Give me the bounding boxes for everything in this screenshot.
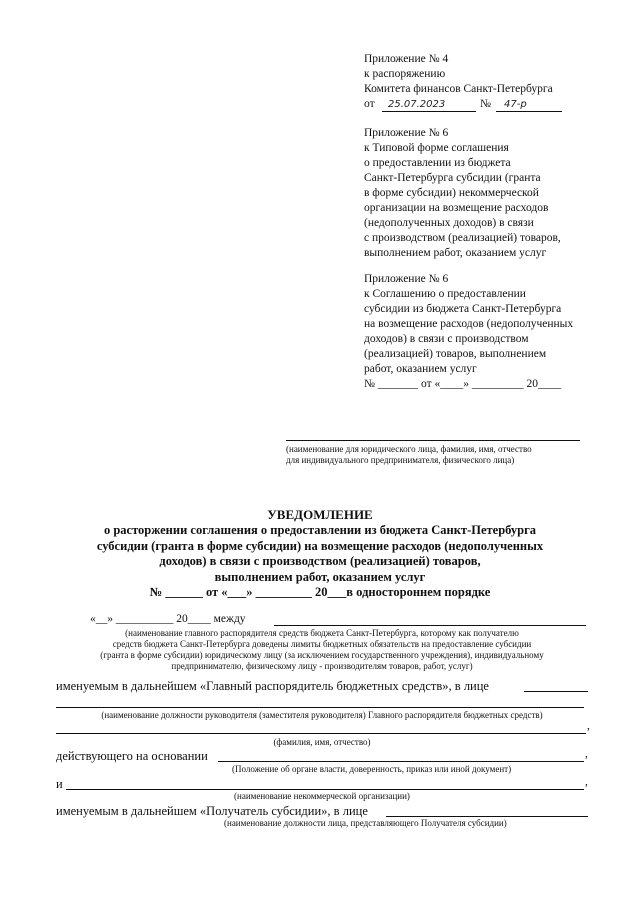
position-caption: (наименование должности руководителя (заместителя руководителя) Главного распорядителя бюджетных средств) — [101, 710, 543, 720]
and-word: и — [56, 777, 63, 791]
agreement-line: на возмещение расходов (недополученных — [364, 318, 574, 330]
date-between: «__» __________ 20____ между — [90, 613, 246, 625]
named-gov: именуемым в дальнейшем «Главный распорядитель бюджетных средств», в лице — [56, 679, 489, 693]
agreement-line: (реализацией) товаров, выполнением — [364, 348, 547, 360]
org-comma: , — [585, 776, 588, 788]
gov-caption-line: средств бюджета Санкт-Петербурга доведены лимиты бюджетных обязательств на предоставление субсидии — [112, 639, 532, 649]
recipient-caption-line1: (наименование для юридического лица, фамилия, имя, отчество — [286, 444, 532, 454]
basis-caption: (Положение об органе власти, доверенность, приказ или иной документ) — [232, 764, 512, 774]
org-line — [66, 789, 584, 790]
appendix4-block — [364, 52, 553, 113]
org-caption: (наименование некоммерческой организации) — [234, 791, 410, 801]
form-line: о предоставлении из бюджета — [364, 157, 511, 169]
handwritten-date: 25.07.2023 — [388, 99, 446, 110]
notice-line: доходов) в связи с производством (реализацией) товаров, — [159, 554, 481, 568]
gov-name-line — [274, 625, 586, 626]
handwritten-number: 47-р — [504, 99, 527, 110]
form-line: Санкт-Петербурга субсидии (гранта — [364, 172, 541, 184]
agreement-line: Приложение № 6 — [364, 273, 449, 285]
recipient-rep-line — [386, 816, 588, 817]
date-prefix: от — [364, 98, 375, 110]
recipient-position-caption: (наименование должности лица, представляющего Получателя субсидии) — [224, 818, 507, 828]
agreement-line: доходов) в связи с производством — [364, 333, 529, 345]
appendix4-line2: к распоряжению — [364, 68, 446, 80]
form-line: (недополученных доходов) в связи — [364, 217, 534, 229]
form-line: с производством (реализацией) товаров, — [364, 232, 561, 244]
form-line: организации на возмещение расходов — [364, 202, 549, 214]
basis-line — [218, 761, 584, 762]
form-line: к Типовой форме соглашения — [364, 142, 509, 154]
agreement-line: к Соглашению о предоставлении — [364, 288, 526, 300]
gov-caption-line: предпринимателю, физическому лицу - производителям товаров, работ, услуг) — [171, 661, 473, 671]
agreement-line: № _______ от «____» _________ 20____ — [364, 378, 561, 390]
notice-line: № ______ от «___» _________ 20___в одностороннем порядке — [149, 585, 491, 599]
fio-caption: (фамилия, имя, отчество) — [273, 737, 371, 747]
agreement-line: работ, оказанием услуг — [364, 363, 477, 375]
appendix4-date-row — [364, 97, 553, 113]
notice-title: УВЕДОМЛЕНИЕ — [267, 507, 373, 522]
gov-rep-line — [524, 691, 588, 692]
notice-line: выполнением работ, оказанием услуг — [214, 569, 426, 584]
acting-on: действующего на основании — [56, 749, 208, 763]
agreement-line: субсидии из бюджета Санкт-Петербурга — [364, 303, 562, 315]
position-line — [56, 707, 584, 708]
recipient-caption — [286, 444, 532, 466]
fio-line — [56, 733, 586, 734]
basis-comma: , — [585, 748, 588, 760]
fio-comma: , — [587, 720, 590, 732]
form-line: выполнением работ, оказанием услуг — [364, 247, 547, 259]
form-line: в форме субсидии) некоммерческой — [364, 187, 539, 199]
appendix6-agreement-block — [364, 272, 573, 392]
notice-line: субсидии (гранта в форме субсидии) на возмещение расходов (недополученных — [96, 538, 544, 553]
num-prefix: № — [480, 98, 491, 110]
form-line: Приложение № 6 — [364, 127, 449, 139]
appendix4-title: Приложение № 4 — [364, 53, 449, 65]
notice-subtitle — [40, 523, 600, 601]
gov-caption — [56, 628, 588, 672]
appendix4-line3: Комитета финансов Санкт-Петербурга — [364, 83, 553, 95]
notice-line: о расторжении соглашения о предоставлении из бюджета Санкт-Петербурга — [103, 523, 537, 537]
named-recipient: именуемым в дальнейшем «Получатель субсидии», в лице — [56, 804, 368, 818]
gov-caption-line: (наименование главного распорядителя средств бюджета Санкт-Петербурга, которому как получателю — [125, 628, 519, 638]
appendix6-form-block — [364, 126, 561, 261]
recipient-name-line — [286, 440, 580, 441]
gov-caption-line: (гранта в форме субсидии) юридическому лицу (за исключением государственного учреждения), индивидуальному — [100, 650, 544, 660]
recipient-caption-line2: для индивидуального предпринимателя, физического лица) — [286, 455, 515, 465]
